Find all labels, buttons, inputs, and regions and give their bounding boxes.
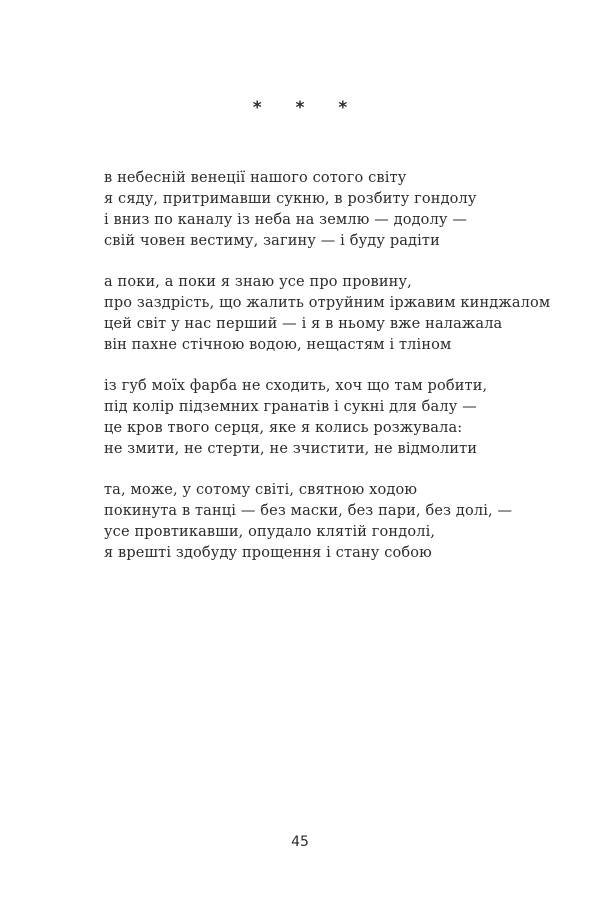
poem-line: не змити, не стерти, не зчистити, не відмолити [104,441,478,457]
page-number: 45 [291,834,309,850]
poem-line: цей світ у нас перший — і я в ньому вже налажала [104,316,503,332]
poem-line: і вниз по каналу із неба на землю — додолу — [104,212,468,228]
stanza-4 [104,480,544,564]
poem-line: та, може, у сотому світі, святною ходою [104,482,418,498]
poem-line: в небесній венеції нашого сотого світу [104,170,407,186]
poem-line: я сяду, притримавши сукню, в розбиту гондолу [104,191,477,207]
poem [104,168,551,584]
poem-line: покинута в танці — без маски, без пари, без долі, — [104,503,513,519]
stanza-1 [104,168,544,252]
poem-line: це кров твого серця, яке я колись розжувала: [104,420,463,436]
poem-line: свій човен вестиму, загину — і буду радіти [104,233,440,249]
poem-line: усе провтикавши, опудало клятій гондолі, [104,524,436,540]
poem-line: про заздрість, що жалить отруйним іржавим кинджалом [104,295,551,311]
stanza-2 [104,272,551,356]
stanza-3 [104,376,544,460]
poem-line: із губ моїх фарба не сходить, хоч що там робити, [104,378,488,394]
poem-line: під колір підземних гранатів і сукні для балу — [104,399,477,415]
section-separator: * * * [252,98,362,118]
poem-line: він пахне стічною водою, нещастям і тліном [104,337,452,353]
poem-line: я врешті здобуду прощення і стану собою [104,545,432,561]
poem-line: а поки, а поки я знаю усе про провину, [104,274,412,290]
